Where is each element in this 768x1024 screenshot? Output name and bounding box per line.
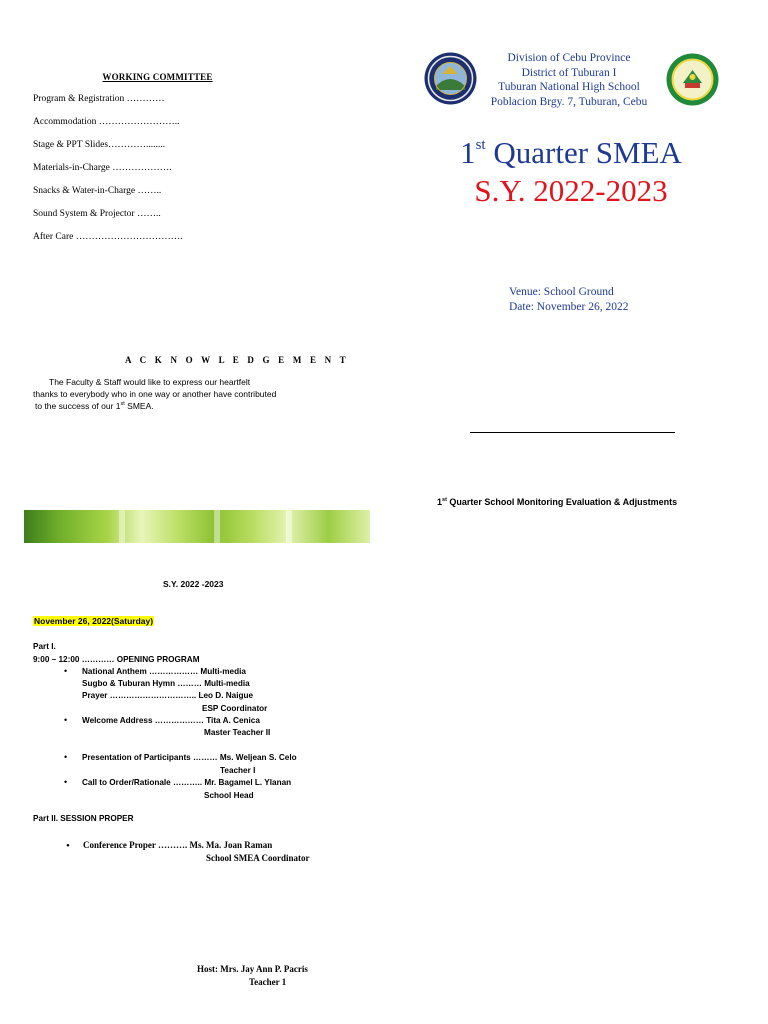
decorative-green-banner — [24, 510, 370, 543]
committee-snacks: Snacks & Water-in-Charge …….. — [33, 186, 162, 196]
smea-subtitle-number: 1 — [437, 497, 443, 507]
working-committee-title: WORKING COMMITTEE — [102, 72, 213, 82]
program-school-year: S.Y. 2022 -2023 — [163, 579, 224, 589]
bullet-icon: • — [66, 840, 70, 852]
welcome-role: Master Teacher II — [204, 728, 271, 737]
school-header — [478, 51, 660, 109]
title-number: 1 — [460, 135, 476, 170]
bullet-icon: • — [64, 752, 68, 762]
committee-accommodation: Accommodation …………………….. — [33, 117, 180, 127]
cover-school-year: S.Y. 2022-2023 — [474, 173, 668, 208]
bullet-icon: • — [64, 777, 68, 787]
divider-line — [470, 432, 675, 433]
title-rest: Quarter SMEA — [485, 135, 682, 170]
committee-sound-system: Sound System & Projector …….. — [33, 209, 161, 219]
ack-line-3-pre: to the success of our 1 — [35, 401, 121, 411]
bullet-icon: • — [64, 666, 68, 676]
item-conference-proper: Conference Proper ………. Ms. Ma. Joan Raman — [83, 840, 273, 850]
part-2-label: Part II. SESSION PROPER — [33, 814, 134, 823]
conference-role: School SMEA Coordinator — [206, 853, 310, 863]
school-seal-logo — [666, 53, 719, 106]
bullet-icon: • — [64, 715, 68, 725]
ack-line-1: The Faculty & Staff would like to express our heartfelt — [49, 377, 251, 387]
opening-program-time: 9:00 – 12:00 ………… OPENING PROGRAM — [33, 655, 200, 664]
header-address: Poblacion Brgy. 7, Tuburan, Cebu — [490, 95, 648, 108]
item-call-to-order: Call to Order/Rationale ……….. Mr. Bagamel L. Ylanan — [82, 778, 292, 787]
committee-materials: Materials-in-Charge ………………. — [33, 163, 172, 173]
acknowledgement-text — [33, 376, 323, 412]
committee-stage-slides: Stage & PPT Slides…………........ — [33, 140, 166, 150]
division-seal-logo — [424, 52, 477, 105]
host-name: Host: Mrs. Jay Ann P. Pacris — [197, 964, 308, 974]
smea-subtitle-text: Quarter School Monitoring Evaluation & Adjustments — [446, 497, 678, 507]
date-line: Date: November 26, 2022 — [509, 301, 629, 313]
program-date-highlight: November 26, 2022(Saturday) — [34, 616, 154, 626]
header-district: District of Tuburan I — [521, 66, 617, 79]
venue-line: Venue: School Ground — [509, 286, 614, 298]
smea-full-title — [437, 497, 677, 507]
title-superscript: st — [475, 137, 486, 153]
call-role: School Head — [204, 791, 254, 800]
item-hymn: Sugbo & Tuburan Hymn ……… Multi-media — [82, 679, 250, 688]
header-division: Division of Cebu Province — [507, 52, 631, 64]
ack-line-3-post: SMEA. — [124, 401, 154, 411]
ack-line-3 — [33, 400, 323, 412]
header-school: Tuburan National High School — [498, 81, 640, 93]
item-prayer: Prayer ………………………….. Leo D. Naigue — [82, 691, 254, 700]
ack-line-3-sup: st — [120, 401, 125, 408]
item-welcome-address: Welcome Address ……………… Tita A. Cenica — [82, 716, 260, 725]
part-1-label: Part I. — [33, 642, 56, 651]
cover-title — [426, 135, 716, 171]
acknowledgement-title: A C K N O W L E D G E M E N T — [125, 355, 349, 365]
smea-subtitle-sup: st — [442, 497, 447, 503]
venue-block — [509, 285, 628, 315]
item-presentation-participants: Presentation of Participants ……… Ms. Weljean S. Celo — [82, 753, 297, 762]
ack-line-2: thanks to everybody who in one way or another have contributed — [33, 389, 277, 399]
prayer-role: ESP Coordinator — [202, 704, 268, 713]
item-national-anthem: National Anthem ……………… Multi-media — [82, 667, 246, 676]
presentation-role: Teacher I — [220, 766, 256, 775]
committee-after-care: After Care ……………………………. — [33, 232, 183, 242]
host-role: Teacher 1 — [249, 977, 287, 987]
committee-program-registration: Program & Registration ………… — [33, 94, 165, 104]
